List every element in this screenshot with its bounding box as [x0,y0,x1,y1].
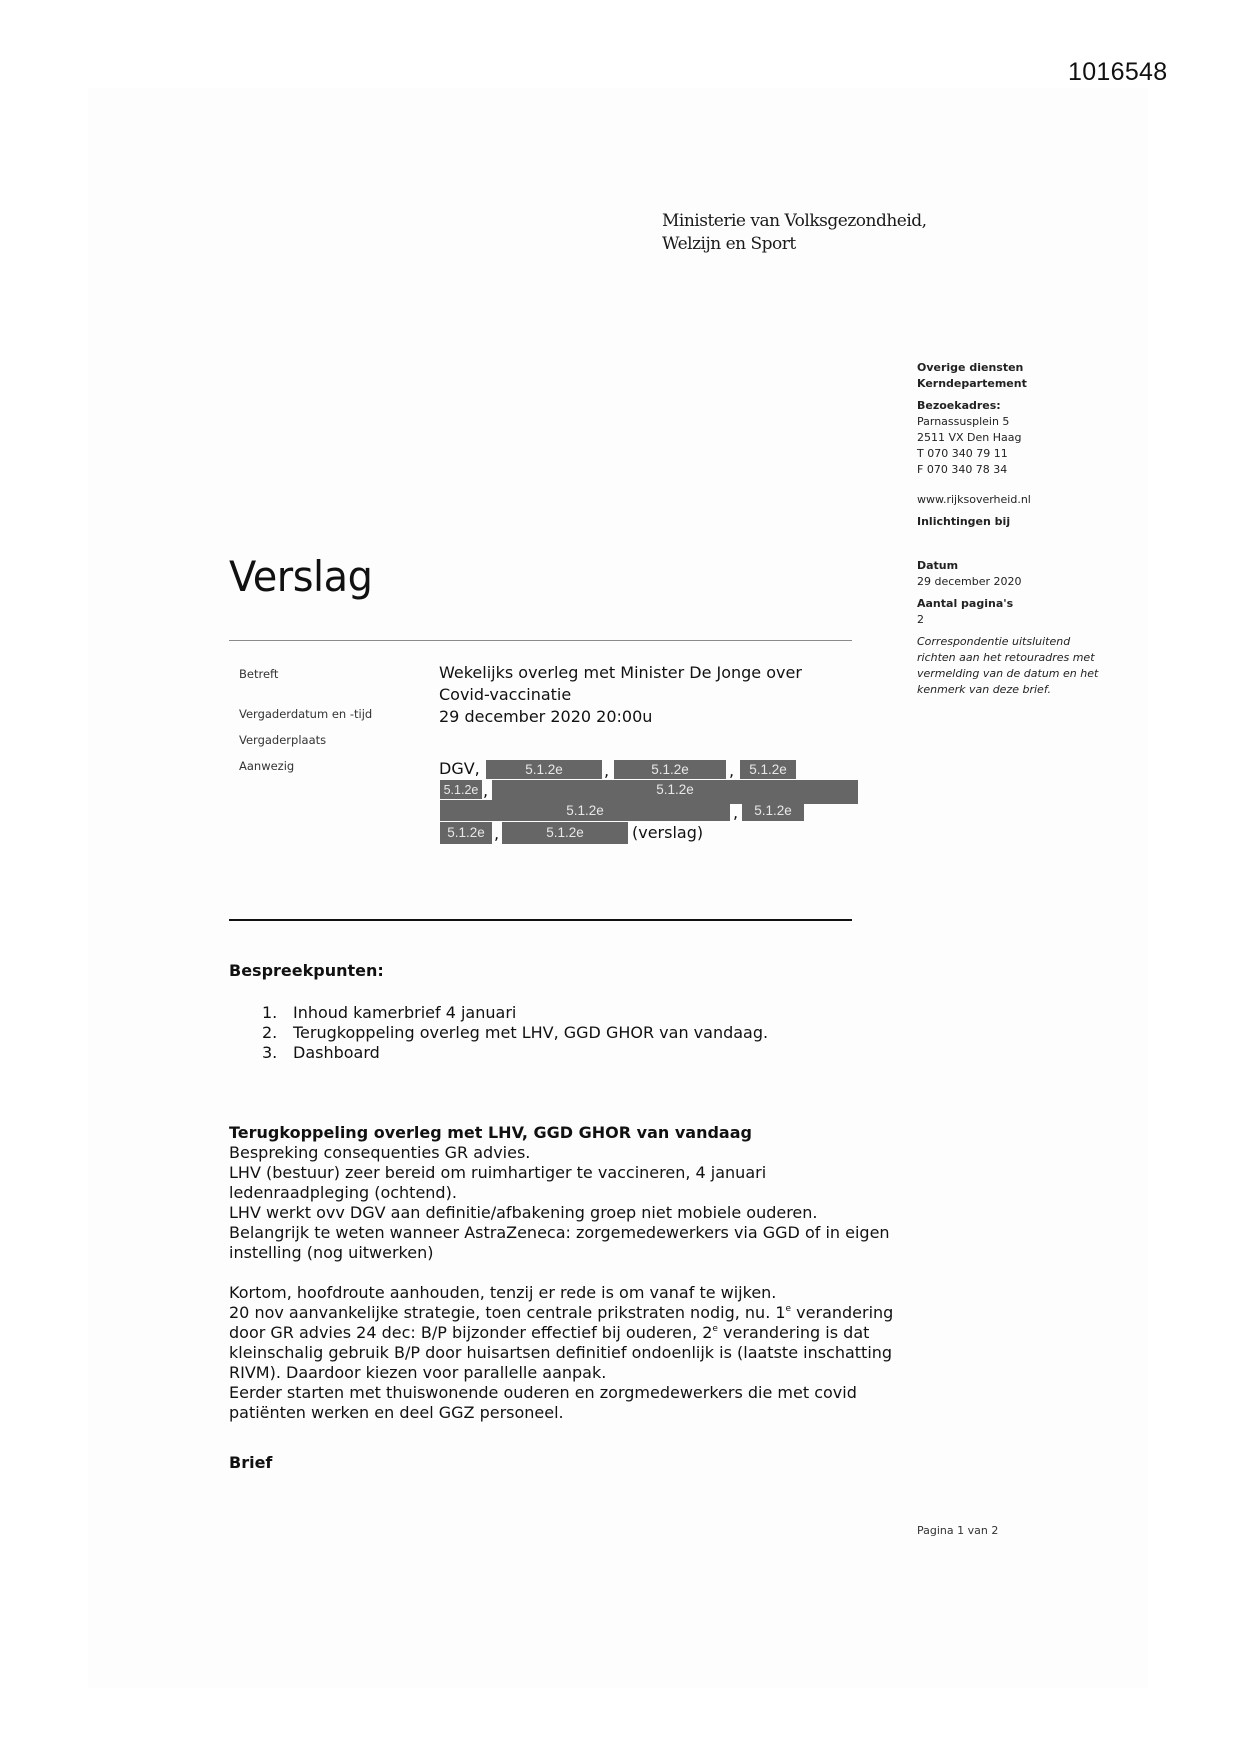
attendee-reporter: (verslag) [632,823,704,842]
department-line-1: Overige diensten [917,361,1024,374]
pages-value: 2 [917,613,924,626]
redaction-box: 5.1.2e [742,800,804,821]
feedback-line: Kortom, hoofdroute aanhouden, tenzij er rede is om vanaf te wijken. [229,1283,777,1302]
feedback-line: patiënten werken en deel GGZ personeel. [229,1403,564,1422]
website-link[interactable]: www.rijksoverheid.nl [917,493,1031,506]
subject-label: Betreft [239,667,279,681]
separator-comma: , [494,824,500,843]
feedback-line: LHV werkt ovv DGV aan definitie/afbakening groep niet mobiele ouderen. [229,1203,818,1222]
feedback-line: instelling (nog uitwerken) [229,1243,434,1262]
place-label: Vergaderplaats [239,733,327,747]
feedback-line: 20 nov aanvankelijke strategie, toen centrale prikstraten nodig, nu. 1e verandering [229,1303,894,1322]
page-indicator: Pagina 1 van 2 [917,1524,999,1537]
correspondence-notice: Correspondentie uitsluitend richten aan het retouradres met vermelding van de datum en het kenmerk van deze brief. [917,635,1099,696]
agenda-item: 2. Terugkoppeling overleg met LHV, GGD GHOR van vandaag. [262,1023,769,1042]
divider-top [229,640,852,641]
info-label: Inlichtingen bij [917,515,1011,528]
agenda-list [262,1003,768,1063]
present-label: Aanwezig [239,759,295,773]
subject-value [439,662,802,706]
redaction-box: 5.1.2e [740,760,796,779]
separator-comma: , [729,761,735,780]
date-value: 29 december 2020 [917,575,1022,588]
subject-line-1: Wekelijks overleg met Minister De Jonge over [439,663,802,682]
department-line-2: Kerndepartement [917,377,1027,390]
postal-city: 2511 VX Den Haag [917,431,1022,444]
date-label: Datum [917,559,959,572]
redaction-box: 5.1.2e [492,780,858,804]
separator-comma: , [483,781,489,800]
redaction-box: 5.1.2e [486,760,602,779]
feedback-line: Belangrijk te weten wanneer AstraZeneca: zorgemedewerkers via GGD of in eigen [229,1223,890,1242]
agenda-heading: Bespreekpunten: [229,961,384,980]
feedback-line: Eerder starten met thuiswonende ouderen en zorgmedewerkers die met covid [229,1383,857,1402]
separator-comma: , [604,761,610,780]
feedback-heading: Terugkoppeling overleg met LHV, GGD GHOR van vandaag [229,1123,752,1142]
ministry-line-1: Ministerie van Volksgezondheid, [662,211,927,231]
agenda-item: 1. Inhoud kamerbrief 4 januari [262,1003,517,1022]
feedback-line: RIVM). Daardoor kiezen voor parallelle aanpak. [229,1363,607,1382]
redaction-box: 5.1.2e [614,760,726,779]
redaction-box: 5.1.2e [440,780,482,799]
pages-label: Aantal pagina's [917,597,1014,610]
visit-address-label: Bezoekadres: [917,399,1001,412]
separator-comma: , [733,803,739,822]
divider-bottom [229,919,852,921]
document-number: 1016548 [1068,58,1168,86]
redaction-box: 5.1.2e [440,800,730,821]
feedback-line: LHV (bestuur) zeer bereid om ruimhartiger te vaccineren, 4 januari [229,1163,767,1182]
fax: F 070 340 78 34 [917,463,1008,476]
feedback-line: ledenraadpleging (ochtend). [229,1183,457,1202]
datetime-value: 29 december 2020 20:00u [439,707,653,726]
ministry-line-2: Welzijn en Sport [662,234,796,254]
attendees-list [439,759,859,845]
agenda-item: 3. Dashboard [262,1043,380,1062]
datetime-label: Vergaderdatum en -tijd [239,707,373,721]
brief-heading: Brief [229,1453,273,1472]
attendee-dgv: DGV, [439,759,480,778]
document-title: Verslag [229,552,373,601]
sender-info-column [917,360,1117,698]
street: Parnassusplein 5 [917,415,1010,428]
feedback-line: door GR advies 24 dec: B/P bijzonder effectief bij ouderen, 2e verandering is dat [229,1323,870,1342]
subject-line-2: Covid-vaccinatie [439,685,572,704]
feedback-line: kleinschalig gebruik B/P door huisartsen definitief ondoenlijk is (laatste inschatting [229,1343,893,1362]
page-background [88,88,1148,1688]
redaction-box: 5.1.2e [502,822,628,844]
ministry-logo-text [662,210,927,256]
phone: T 070 340 79 11 [917,447,1008,460]
redaction-box: 5.1.2e [440,822,492,844]
feedback-line: Bespreking consequenties GR advies. [229,1143,531,1162]
feedback-section [229,1123,929,1423]
